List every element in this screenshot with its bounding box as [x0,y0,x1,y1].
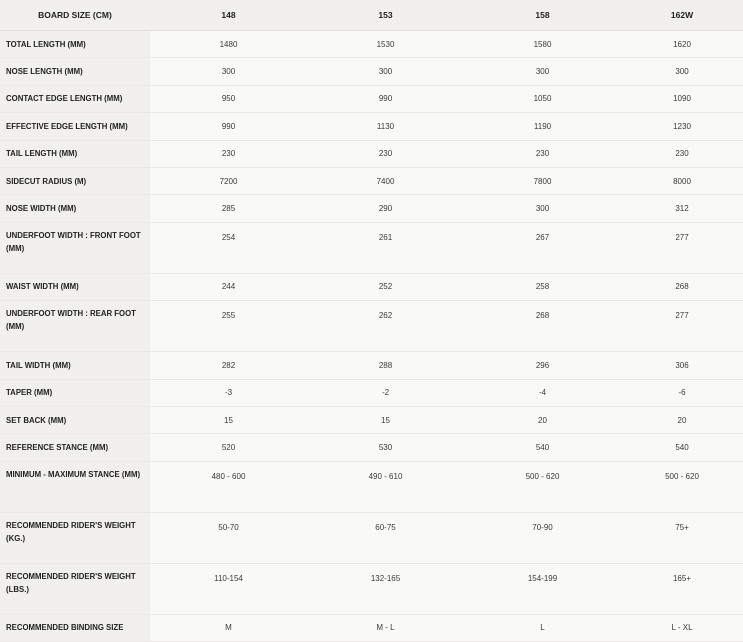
cell-value: 282 [150,352,307,379]
cell-value: 520 [150,434,307,461]
size-header: 153 [307,0,464,31]
table-row [0,301,743,352]
cell-value: 50-70 [150,512,307,563]
table-row [0,273,743,300]
cell-value: 255 [150,301,307,352]
cell-value: 300 [621,58,743,85]
cell-value: 110-154 [150,563,307,614]
row-label: EFFECTIVE EDGE LENGTH (MM) [0,113,150,140]
row-label: TAIL WIDTH (MM) [0,352,150,379]
cell-value: 1050 [464,85,621,112]
cell-value: 230 [464,140,621,167]
cell-value: 15 [307,406,464,433]
cell-value: 290 [307,195,464,222]
table-row [0,113,743,140]
table-row [0,222,743,273]
cell-value: 1620 [621,31,743,58]
cell-value: 267 [464,222,621,273]
cell-value: L - XL [621,614,743,641]
table-row [0,614,743,641]
table-row [0,195,743,222]
cell-value: 990 [307,85,464,112]
cell-value: 1230 [621,113,743,140]
cell-value: -4 [464,379,621,406]
cell-value: 288 [307,352,464,379]
cell-value: 165+ [621,563,743,614]
cell-value: M - L [307,614,464,641]
cell-value: 990 [150,113,307,140]
cell-value: 530 [307,434,464,461]
cell-value: 70-90 [464,512,621,563]
spec-table-body [0,31,743,642]
header-row [0,0,743,31]
row-label: MINIMUM - MAXIMUM STANCE (MM) [0,461,150,512]
cell-value: 7800 [464,167,621,194]
cell-value: -3 [150,379,307,406]
cell-value: 230 [150,140,307,167]
cell-value: 300 [464,195,621,222]
cell-value: 1530 [307,31,464,58]
cell-value: 268 [621,273,743,300]
cell-value: 7400 [307,167,464,194]
cell-value: 1480 [150,31,307,58]
cell-value: 1190 [464,113,621,140]
row-label: RECOMMENDED BINDING SIZE [0,614,150,641]
table-row [0,563,743,614]
cell-value: 254 [150,222,307,273]
cell-value: 15 [150,406,307,433]
spec-table-header [0,0,743,31]
cell-value: 244 [150,273,307,300]
row-label: TAPER (MM) [0,379,150,406]
cell-value: 262 [307,301,464,352]
table-row [0,406,743,433]
row-label: CONTACT EDGE LENGTH (MM) [0,85,150,112]
table-row [0,434,743,461]
cell-value: L [464,614,621,641]
cell-value: 268 [464,301,621,352]
cell-value: 132-165 [307,563,464,614]
row-label: SET BACK (MM) [0,406,150,433]
table-row [0,512,743,563]
cell-value: 480 - 600 [150,461,307,512]
cell-value: 540 [464,434,621,461]
cell-value: 230 [621,140,743,167]
table-row [0,379,743,406]
cell-value: 306 [621,352,743,379]
cell-value: 1090 [621,85,743,112]
size-header: 148 [150,0,307,31]
row-label: NOSE WIDTH (MM) [0,195,150,222]
row-label: NOSE LENGTH (MM) [0,58,150,85]
cell-value: 300 [307,58,464,85]
table-row [0,167,743,194]
cell-value: 1580 [464,31,621,58]
table-row [0,85,743,112]
row-label: UNDERFOOT WIDTH : REAR FOOT (MM) [0,301,150,352]
size-header: 162W [621,0,743,31]
cell-value: 490 - 610 [307,461,464,512]
cell-value: 312 [621,195,743,222]
table-row [0,140,743,167]
cell-value: 300 [464,58,621,85]
row-label: UNDERFOOT WIDTH : FRONT FOOT (MM) [0,222,150,273]
table-row [0,461,743,512]
cell-value: 500 - 620 [464,461,621,512]
cell-value: 60-75 [307,512,464,563]
row-label: REFERENCE STANCE (MM) [0,434,150,461]
cell-value: 75+ [621,512,743,563]
cell-value: 8000 [621,167,743,194]
cell-value: 1130 [307,113,464,140]
row-label: RECOMMENDED RIDER'S WEIGHT (KG.) [0,512,150,563]
cell-value: 7200 [150,167,307,194]
row-label: RECOMMENDED RIDER'S WEIGHT (LBS.) [0,563,150,614]
cell-value: 277 [621,222,743,273]
cell-value: 261 [307,222,464,273]
size-header: 158 [464,0,621,31]
cell-value: 230 [307,140,464,167]
cell-value: 500 - 620 [621,461,743,512]
cell-value: 950 [150,85,307,112]
row-label: WAIST WIDTH (MM) [0,273,150,300]
cell-value: 540 [621,434,743,461]
table-row [0,58,743,85]
cell-value: 277 [621,301,743,352]
row-label: TOTAL LENGTH (MM) [0,31,150,58]
cell-value: -2 [307,379,464,406]
row-label: SIDECUT RADIUS (M) [0,167,150,194]
row-label: TAIL LENGTH (MM) [0,140,150,167]
cell-value: 154-199 [464,563,621,614]
table-row [0,31,743,58]
cell-value: 20 [464,406,621,433]
board-size-header: BOARD SIZE (CM) [0,0,150,31]
table-row [0,352,743,379]
cell-value: 252 [307,273,464,300]
cell-value: 285 [150,195,307,222]
cell-value: 258 [464,273,621,300]
cell-value: 300 [150,58,307,85]
cell-value: 296 [464,352,621,379]
cell-value: M [150,614,307,641]
cell-value: 20 [621,406,743,433]
cell-value: -6 [621,379,743,406]
